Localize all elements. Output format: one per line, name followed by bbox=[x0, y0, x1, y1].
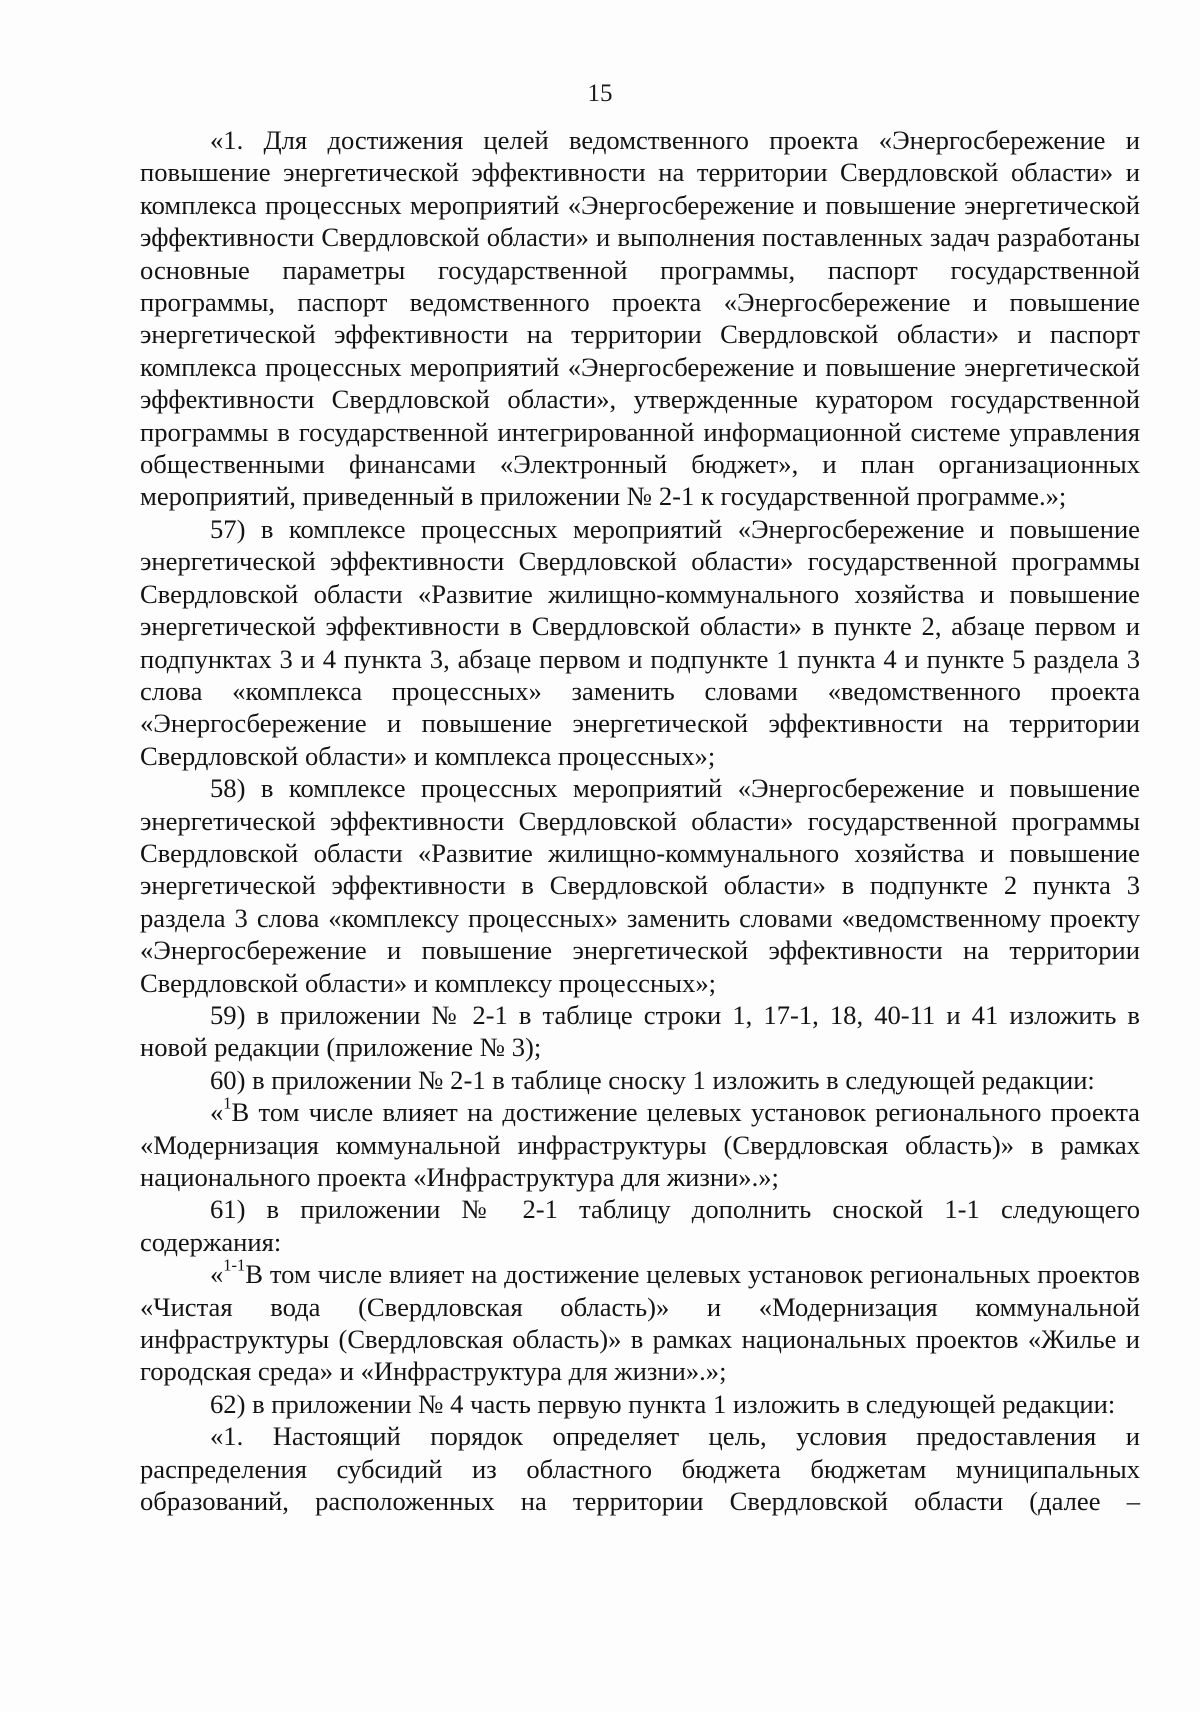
footnote-paragraph bbox=[140, 1093, 1140, 1193]
quote-mark: « bbox=[210, 1097, 224, 1128]
paragraph: «1. Для достижения целей ведомственного проекта «Энергосбережение и повышение энергетической эффективности на территории Свердловской области» и комплекса процессных мероприятий «Энергосбережение и повышение энергетической эффективности Свердловской области» и выполнения поставленных задач разработаны основные параметры государственной программы, паспорт государственной программы, паспорт ведомственного проекта «Энергосбережение и повышение энергетической эффективности на территории Свердловской области» и паспорт комплекса процессных мероприятий «Энергосбережение и повышение энергетической эффективности Свердловской области», утвержденные куратором государственной программы в государственной интегрированной информационной системе управления общественными финансами «Электронный бюджет», и план организационных мероприятий, приведенный в приложении № 2-1 к государственной программе.»; bbox=[140, 125, 1140, 512]
footnote-marker: 1-1 bbox=[223, 1255, 246, 1275]
footnote-marker: 1 bbox=[223, 1093, 232, 1113]
paragraph: 62) в приложении № 4 часть первую пункта 1 изложить в следующей редакции: bbox=[210, 1388, 1116, 1419]
paragraph: 60) в приложении № 2-1 в таблице сноску 1 изложить в следующей редакции: bbox=[210, 1064, 1095, 1095]
paragraph-text: В том числе влияет на достижение целевых установок региональных проектов «Чистая вода (Свердловская область)» и «Модернизация коммунальной инфраструктуры (Свердловская область)» в рамках национальных проектов «Жилье и городская среда» и «Инфраструктура для жизни».»; bbox=[140, 1259, 1140, 1387]
paragraph: «1. Настоящий порядок определяет цель, условия предоставления и распределения субсидий из областного бюджета бюджетам муниципальных образований, расположенных на территории Свердловской области (далее – bbox=[140, 1421, 1140, 1517]
paragraph: 61) в приложении № 2-1 таблицу дополнить сноской 1-1 следующего содержания: bbox=[140, 1194, 1140, 1257]
page-number: 15 bbox=[587, 80, 613, 107]
paragraph-text: В том числе влияет на достижение целевых установок регионального проекта «Модернизация коммунальной инфраструктуры (Свердловская область)» в рамках национального проекта «Инфраструктура для жизни».»; bbox=[140, 1097, 1140, 1192]
paragraph: 57) в комплексе процессных мероприятий «Энергосбережение и повышение энергетической эффективности Свердловской области» государственной программы Свердловской области «Развитие жилищно-коммунального хозяйства и повышение энергетической эффективности в Свердловской области» в пункте 2, абзаце первом и подпунктах 3 и 4 пункта 3, абзаце первом и подпункте 1 пункта 4 и пункте 5 раздела 3 слова «комплекса процессных» заменить словами «ведомственного проекта «Энергосбережение и повышение энергетической эффективности на территории Свердловской области» и комплекса процессных»; bbox=[140, 513, 1140, 771]
paragraph: 58) в комплексе процессных мероприятий «Энергосбережение и повышение энергетической эффективности Свердловской области» государственной программы Свердловской области «Развитие жилищно-коммунального хозяйства и повышение энергетической эффективности в Свердловской области» в подпункте 2 пункта 3 раздела 3 слова «комплексу процессных» заменить словами «ведомственному проекту «Энергосбережение и повышение энергетической эффективности на территории Свердловской области» и комплексу процессных»; bbox=[140, 773, 1140, 998]
paragraph: 59) в приложении № 2-1 в таблице строки 1, 17-1, 18, 40-11 и 41 изложить в новой редакции (приложение № 3); bbox=[140, 999, 1140, 1063]
document-body bbox=[140, 124, 1140, 1517]
footnote-paragraph bbox=[140, 1255, 1140, 1388]
quote-mark: « bbox=[210, 1259, 224, 1290]
